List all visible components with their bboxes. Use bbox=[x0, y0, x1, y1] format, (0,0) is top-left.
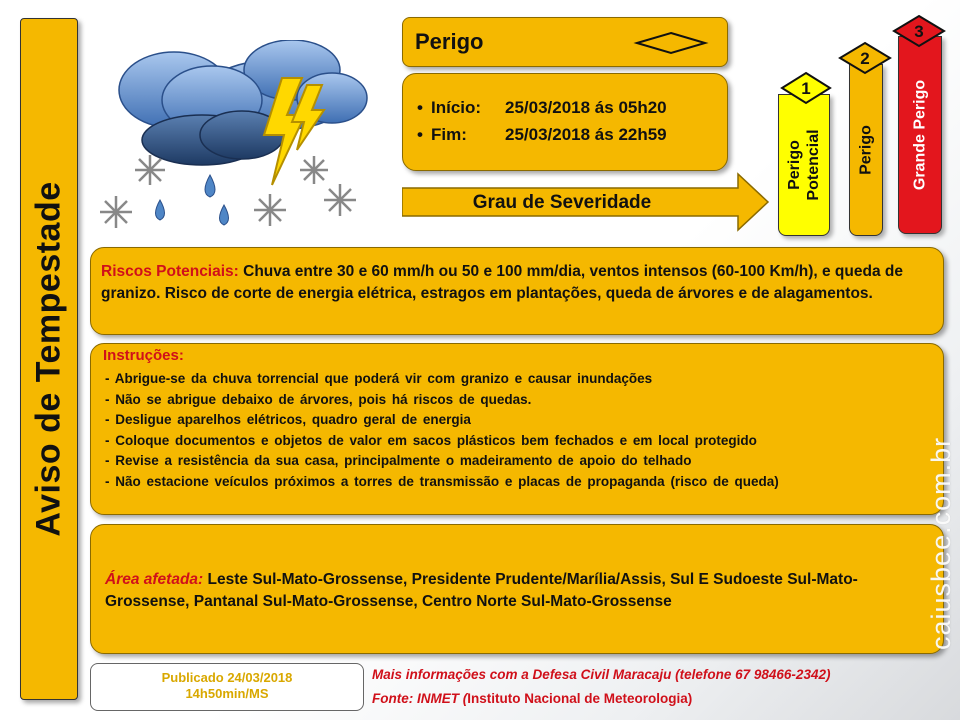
affected-area-label: Área afetada: bbox=[105, 571, 204, 588]
risks-text: Riscos Potenciais: Chuva entre 30 e 60 mm/h ou 50 e 100 mm/dia, ventos intensos (60-100 Km/h), e queda de granizo. Risco de corte de energia elétrica, estragos em plantações, queda de árvores e de alagamentos. bbox=[101, 263, 903, 302]
published-box bbox=[90, 663, 364, 711]
title-banner bbox=[20, 18, 78, 700]
source-text: Fonte: INMET (Instituto Nacional de Meteorologia) bbox=[372, 691, 693, 706]
diamond-icon bbox=[633, 30, 709, 56]
svg-text:3: 3 bbox=[914, 22, 924, 41]
instruction-item: - Não se abrigue debaixo de árvores, pois há riscos de quedas. bbox=[105, 391, 532, 407]
instruction-item: - Coloque documentos e objetos de valor em sacos plásticos bem fechados e em local protegido bbox=[105, 432, 757, 448]
level-3-name: Grande Perigo bbox=[911, 79, 929, 191]
level-1-badge bbox=[780, 71, 832, 105]
instruction-item: - Desligue aparelhos elétricos, quadro geral de energia bbox=[105, 412, 471, 427]
affected-area-text: Área afetada: Leste Sul-Mato-Grossense, Presidente Prudente/Marília/Assis, Sul E Sudoeste Sul-Mato-Grossense, Pantanal Sul-Mato-Grossense, Centro Norte Sul-Mato-Grossense bbox=[105, 571, 858, 610]
end-date-row: • Fim: 25/03/2018 ás 22h59 bbox=[417, 125, 667, 144]
risks-label: Riscos Potenciais: bbox=[101, 263, 239, 280]
risks-panel bbox=[90, 247, 944, 335]
published-time: 14h50min/MS bbox=[185, 686, 269, 701]
start-date-row: • Início: 25/03/2018 ás 05h20 bbox=[417, 98, 667, 117]
more-info-text: Mais informações com a Defesa Civil Maracaju (telefone 67 98466-2342) bbox=[372, 667, 831, 682]
instruction-item: - Abrigue-se da chuva torrencial que poderá vir com granizo e causar inundações bbox=[105, 371, 653, 386]
watermark: caiusbee.com.br bbox=[926, 436, 956, 650]
alert-level-header bbox=[402, 17, 728, 67]
level-2-column bbox=[849, 64, 883, 236]
storm-illustration bbox=[92, 40, 372, 240]
level-2-name: Perigo bbox=[857, 125, 875, 175]
alert-level-name: Perigo bbox=[415, 29, 484, 54]
affected-area-panel bbox=[90, 524, 944, 654]
svg-text:2: 2 bbox=[860, 49, 870, 68]
page-title: Aviso de Tempestade bbox=[29, 181, 68, 537]
instruction-item: - Não estacione veículos próximos a torres de transmissão e placas de propaganda (risco de queda) bbox=[105, 473, 779, 489]
instruction-item: - Revise a resistência da sua casa, principalmente o madeiramento de apoio do telhado bbox=[105, 453, 692, 468]
level-3-column bbox=[898, 36, 942, 234]
severity-label: Grau de Severidade bbox=[472, 192, 652, 213]
alert-period bbox=[402, 73, 728, 171]
level-1-column bbox=[778, 94, 830, 236]
instructions-panel bbox=[90, 343, 944, 515]
raindrop-icon bbox=[156, 175, 229, 225]
published-date: Publicado 24/03/2018 bbox=[161, 670, 293, 685]
level-2-badge bbox=[838, 41, 892, 75]
level-1-name: Perigo Potencial bbox=[786, 129, 822, 201]
level-3-badge bbox=[892, 14, 946, 48]
svg-text:1: 1 bbox=[801, 79, 811, 98]
instructions-label: Instruções: bbox=[103, 347, 184, 364]
